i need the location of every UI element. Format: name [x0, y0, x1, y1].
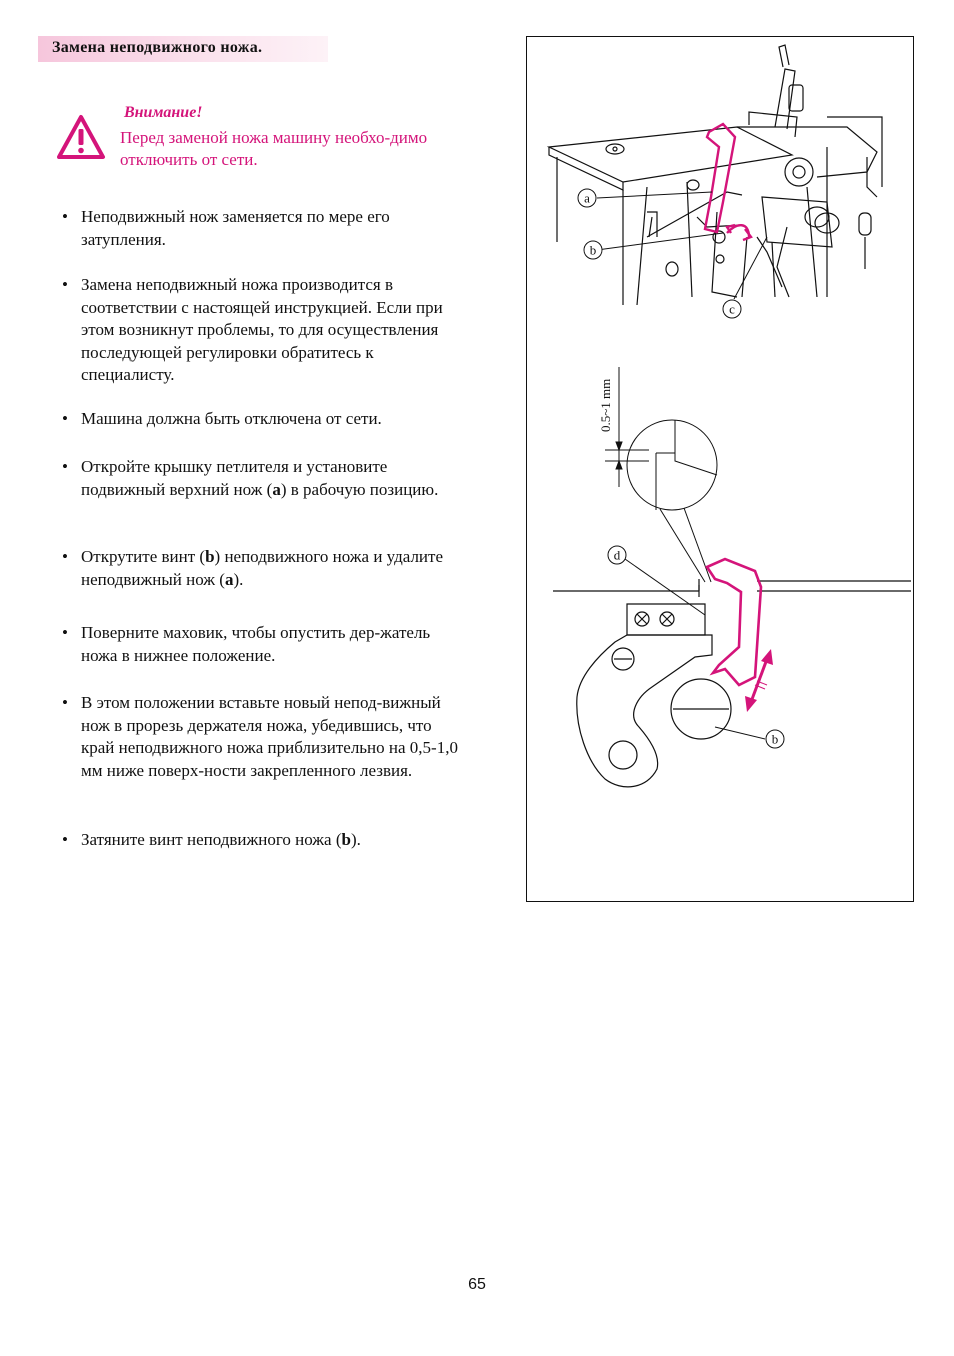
section-title: Замена неподвижного ножа.: [52, 39, 263, 56]
bullet-ref-letter: b: [341, 830, 351, 849]
bullet-item: [62, 692, 462, 782]
bullet-item: [62, 829, 462, 852]
bullet-ref-letter: b: [205, 547, 215, 566]
bullet-item: [62, 456, 462, 501]
bullet-ref-letter: a: [224, 569, 234, 589]
bullet-text-part: ).: [350, 830, 361, 849]
dimension-label: 0.5~1 mm: [598, 378, 613, 432]
callout-b-top: [584, 241, 602, 259]
callout-b-bottom: [766, 730, 784, 748]
bullet-text: [81, 622, 462, 667]
bullet-text: [81, 456, 462, 501]
bullet-text: [81, 274, 462, 387]
callout-a-top: [578, 189, 596, 207]
fixed-knife-diagram: [527, 37, 915, 903]
bullet-text: [81, 829, 462, 852]
bullet-item: [62, 408, 462, 431]
bullet-item: [62, 274, 462, 387]
bullet-dot: •: [62, 457, 68, 476]
bullet-text-part: Замена неподвижный ножа производится в соответствии с настоящей инструкцией. Если при этом возникнут проблемы, то для осуществления последующей регулировки обратитесь к специалисту.: [81, 275, 443, 384]
bullet-text-part: ) неподвижного ножа и удалите неподвижный нож (: [81, 547, 444, 589]
bullet-ref-letter: a: [272, 479, 281, 499]
bullet-dot: •: [62, 275, 68, 294]
knife-holder-drawing: [553, 579, 911, 787]
callout-b-label-bottom: b: [771, 731, 779, 747]
bullet-text-part: Откройте крышку петлителя и установите подвижный верхний нож (: [81, 457, 388, 499]
bullet-text-part: Затяните винт неподвижного ножа (: [81, 830, 342, 849]
bullet-item: [62, 622, 462, 667]
bullet-dot: •: [62, 830, 68, 849]
callout-b-label: b: [589, 242, 597, 258]
warning-heading: Внимание!: [124, 104, 203, 121]
bullet-text-part: Открутите винт (: [81, 547, 206, 566]
callout-c: [723, 300, 741, 318]
bullet-text-part: ) в рабочую позицию.: [280, 479, 439, 499]
bullet-text-part: Поверните маховик, чтобы опустить дер-жатель ножа в нижнее положение.: [81, 623, 431, 665]
figure-frame: [526, 36, 914, 902]
fixed-knife-top-highlight: [705, 124, 751, 240]
bullet-text: [81, 206, 462, 251]
bullet-text-part: Машина должна быть отключена от сети.: [81, 409, 382, 428]
bullet-dot: •: [62, 409, 68, 428]
callout-d: [608, 546, 626, 564]
warning-text: Перед заменой ножа машину необхо-димо отключить от сети.: [120, 128, 428, 169]
leader-lines-bottom: [625, 559, 765, 739]
bullet-text: [81, 546, 462, 591]
bullet-text-part: В этом положении вставьте новый непод-вижный нож в прорезь держателя ножа, убедившись, что край неподвижного ножа приблизительно на 0,5-1,0 мм ниже поверх-ности закрепленного лезвия.: [81, 693, 458, 780]
bullet-dot: •: [62, 547, 68, 566]
fixed-knife-highlight: [707, 559, 761, 685]
bullet-text: [81, 408, 462, 431]
bullet-text-part: Неподвижный нож заменяется по мере его затупления.: [81, 207, 390, 249]
page-number: 65: [468, 1276, 486, 1293]
callout-c-label: c: [729, 301, 735, 317]
bullet-dot: •: [62, 693, 68, 712]
bullet-text-part: ).: [233, 569, 244, 589]
bullet-dot: •: [62, 623, 68, 642]
section-title-bar: [38, 36, 328, 62]
callout-a-label: a: [584, 190, 590, 206]
bullet-dot: •: [62, 207, 68, 226]
bullet-item: [62, 546, 462, 591]
callout-d-label: d: [613, 547, 621, 563]
warning-icon: [56, 114, 106, 160]
bullet-item: [62, 206, 462, 251]
bullet-text: [81, 692, 462, 782]
